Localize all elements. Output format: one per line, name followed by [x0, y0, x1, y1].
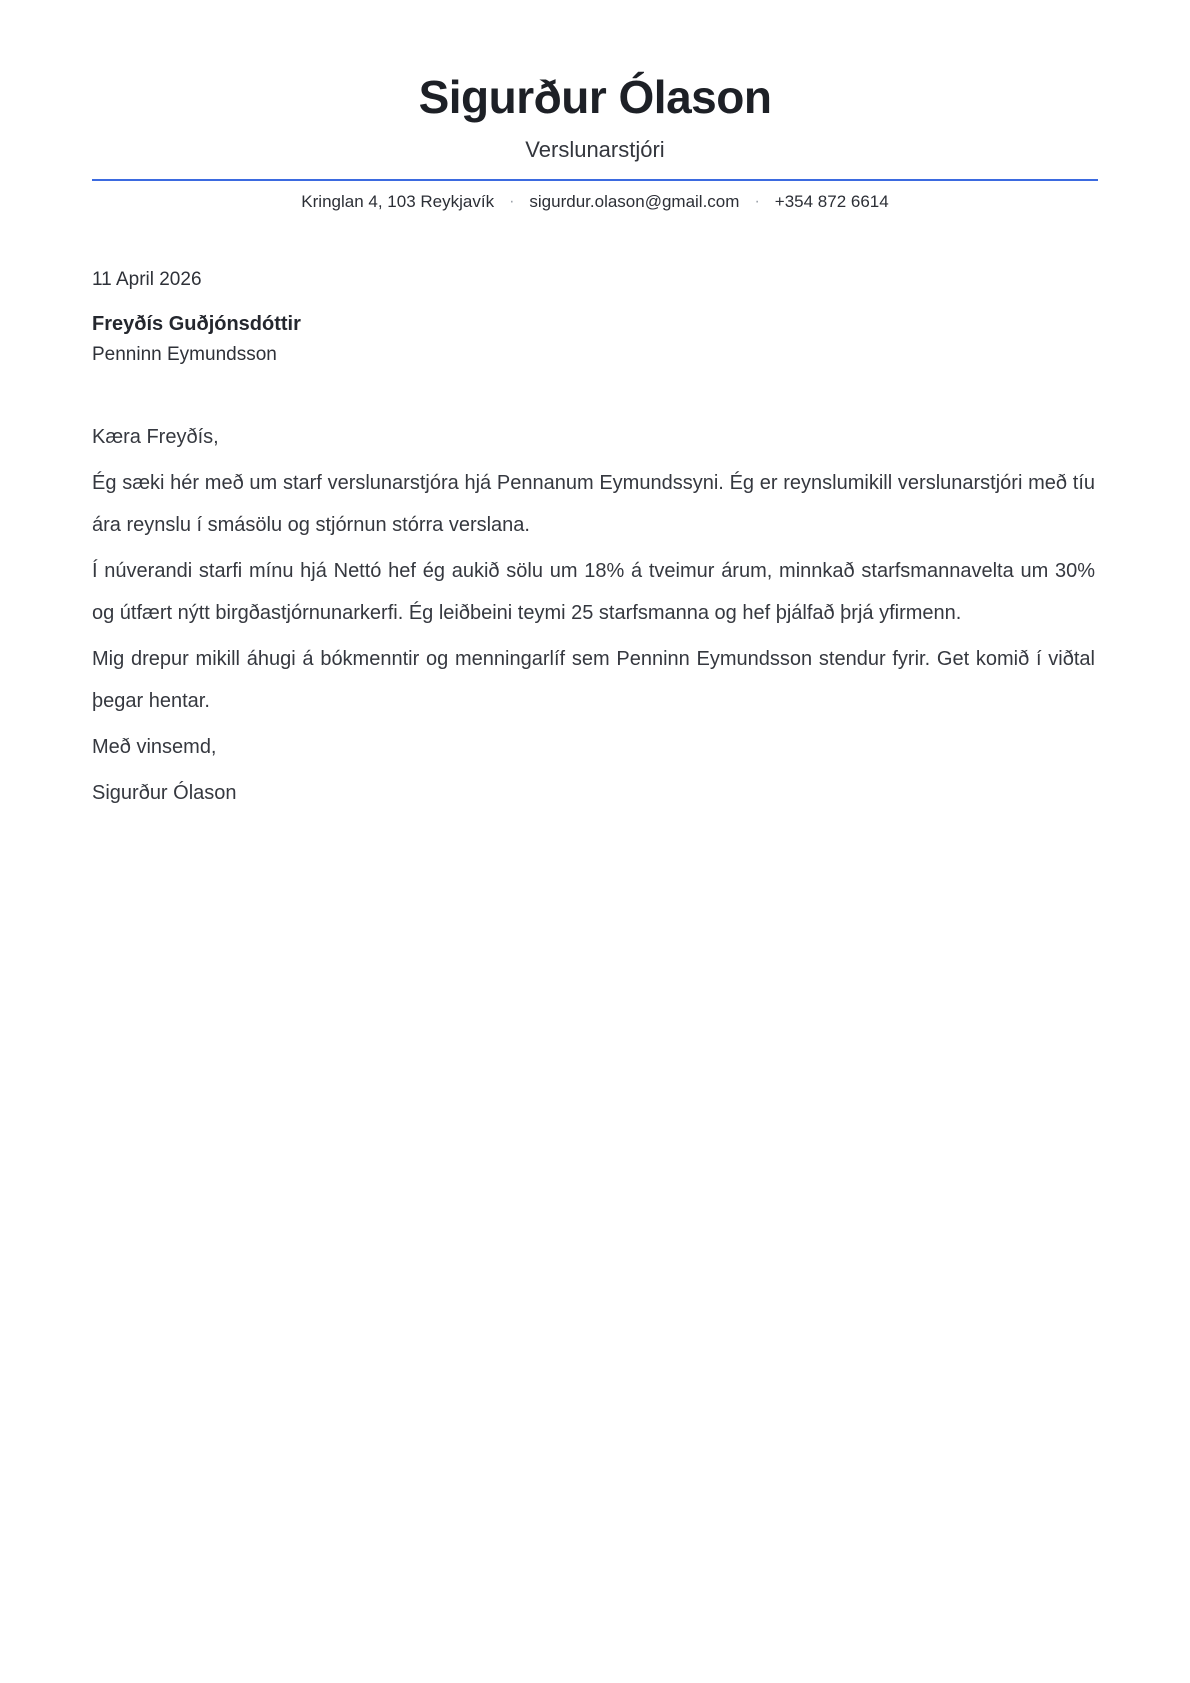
applicant-job-title: Verslunarstjóri [525, 136, 665, 162]
contact-phone: +354 872 6614 [774, 191, 889, 211]
letter-body [92, 269, 1095, 814]
recipient-company: Penninn Eymundsson [92, 343, 277, 365]
body-paragraph-2: Í núverandi starfi mínu hjá Nettó hef ég aukið sölu um 18% á tveimur árum, minnkað starfsmannavelta um 30% og útfært nýtt birgðastjórnunarkerfi. Ég leiðbeini teymi 25 starfsmanna og hef þjálfað þrjá yfirmenn. [92, 559, 1095, 624]
letter-date: 11 April 2026 [92, 268, 202, 290]
closing-phrase: Með vinsemd, [92, 735, 217, 758]
contact-separator-dot: · [754, 192, 760, 210]
applicant-name: Sigurður Ólason [418, 71, 772, 123]
body-paragraph-3: Mig drepur mikill áhugi á bókmenntir og menningarlíf sem Penninn Eymundsson stendur fyrir. Get komið í viðtal þegar hentar. [92, 647, 1095, 712]
signature-name: Sigurður Ólason [92, 781, 237, 804]
contact-line [0, 192, 1190, 212]
contact-email: sigurdur.olason@gmail.com [529, 191, 740, 211]
recipient-name: Freyðís Guðjónsdóttir [92, 312, 301, 335]
header-divider-rule [92, 179, 1098, 181]
contact-separator-dot: · [509, 192, 515, 210]
contact-address: Kringlan 4, 103 Reykjavík [301, 191, 495, 211]
letter-header [0, 0, 1190, 212]
salutation: Kæra Freyðís, [92, 425, 219, 448]
body-paragraph-1: Ég sæki hér með um starf verslunarstjóra hjá Pennanum Eymundssyni. Ég er reynslumikill verslunarstjóri með tíu ára reynslu í smásölu og stjórnun stórra verslana. [92, 471, 1095, 536]
